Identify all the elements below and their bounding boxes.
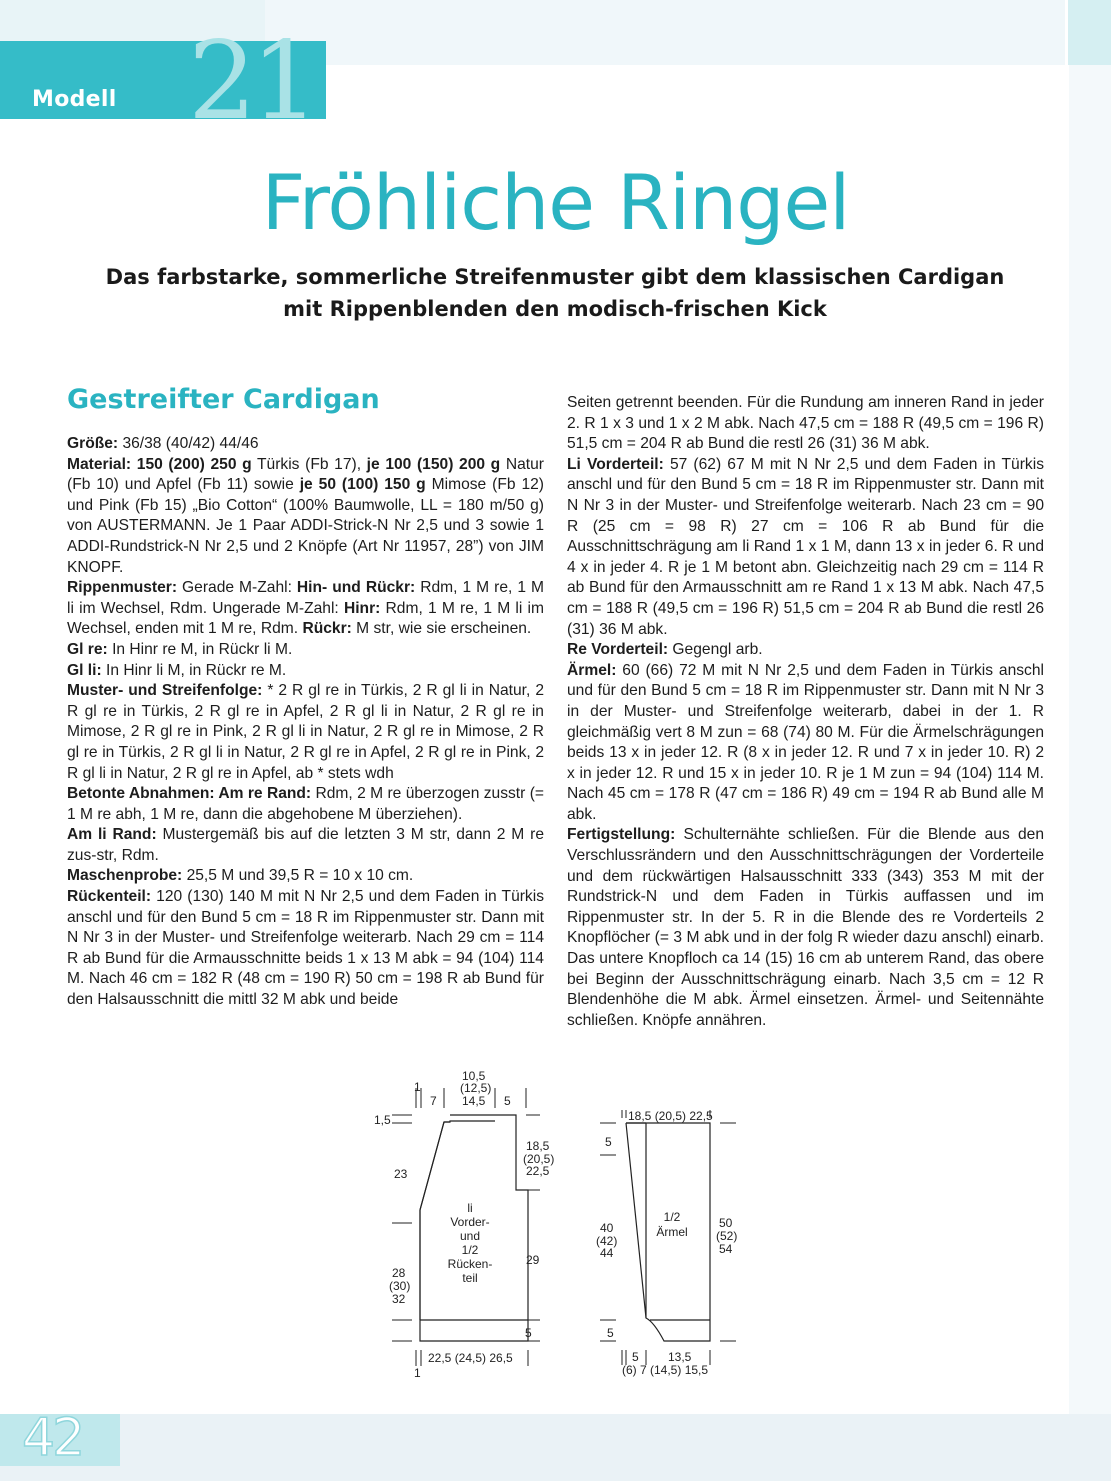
section-title: Gestreifter Cardigan [67,384,380,415]
paragraph-label: Hin- und Rückr: [296,579,416,597]
paragraph-text: In Hinr li M, in Rückr re M. [101,661,287,679]
dim-label: 5 [504,1094,511,1108]
paragraph-label: Maschenprobe: [67,867,183,885]
dim-label: 1,5 [374,1113,391,1127]
dim-label: 29 [526,1253,540,1267]
dim-label: 5 [525,1326,532,1340]
text-column-right [567,393,1044,1031]
dim-label: 40 [600,1221,614,1235]
dim-label: 5 [607,1326,614,1340]
paragraph-text: Natur (Fb 10) und Apfel (Fb 11) sowie [67,455,544,494]
right-margin-strip [1069,65,1111,1415]
paragraph-text: In Hinr re M, in Rückr li M. [107,640,293,658]
paragraph [67,866,544,887]
paragraph-text: Gegengl arb. [668,641,763,659]
paragraph [67,434,544,455]
dim-label: 5 [605,1135,612,1149]
paragraph-text: 120 (130) 140 M mit N Nr 2,5 und dem Faden in Türkis anschl und für den Bund 5 cm = 18 R im Rippenmuster str. Dann mit N Nr 3 in der Muster- und Streifenfolge weiterarb. Nach 29 cm = 114 R ab Bund für die Armausschnitte beids 1 x 13 M abk = 94 (104) 114 M. Nach 46 cm = 182 R (48 cm = 190 R) 50 cm = 198 R ab Bund für den Halsausschnitt die mittl 32 M abk und beide [67,888,544,1009]
dim-label: 10,5 [462,1069,486,1083]
paragraph-label: Gl re: [67,640,108,658]
subtitle [60,261,1050,325]
sleeve-label [656,1210,687,1239]
paragraph-text: 25,5 M und 39,5 R = 10 x 10 cm. [182,867,414,885]
paragraph-text: Mimose (Fb 12) und Pink (Fb 15) „Bio Cotton“ (100% Baumwolle, LL = 180 m/50 g) von AUSTERMANN. Je 1 Paar ADDI-Strick-N Nr 2,5 und 3 sowie 1 ADDI-Rundstrick-N Nr 2,5 und 2 Knöpfe (Art Nr 11957, 28”) von JIM KNOPF. [67,476,544,576]
paragraph-text: Seiten getrennt beenden. Für die Rundung am inneren Rand in jeder 2. R 1 x 3 und 1 x 2 M abk. Nach 47,5 cm = 188 R (49,5 cm = 196 R) 51,5 cm = 204 R ab Bund die restl 26 (31) 36 M abk. [567,394,1044,453]
paragraph-label: je 100 (150) 200 g [366,455,501,473]
paragraph-text: 57 (62) 67 M mit N Nr 2,5 und dem Faden in Türkis anschl und für den Bund 5 cm = 18 R im Rippenmuster str. Dann mit N Nr 3 in der Muster- und Streifenfolge weiterarb. Nach 23 cm = 90 R (25 cm = 98 R) 27 cm = 106 R ab Bund für die Ausschnittschrägung am li Rand 1 x 1 M, dann 13 x in jeder 6. R und 4 x in jeder 4. R je 1 M betont abn. Gleichzeitig nach 29 cm = 114 R ab Bund für den Armausschnitt am re Rand 1 x 13 M abk. Nach 47,5 cm = 188 R (49,5 cm = 196 R) 51,5 cm = 204 R ab Bund die restl 26 (31) 36 M abk. [567,455,1044,638]
piece-label-line: 1/2 [461,1243,479,1257]
paragraph-text: Rdm, 2 M re überzogen zusstr (= 1 M re abh, 1 M re, dann die abgehobene M überziehen). [67,785,544,823]
paragraph-text: Mustergemäß bis auf die letzten 3 M str, dann 2 M re zus-str, Rdm. [67,826,544,864]
paragraph-label: Hinr: [343,599,381,617]
dim-label: 54 [719,1242,733,1256]
paragraph-label: Material: 150 (200) 250 g [67,455,252,473]
paragraph-label: Größe: [67,435,119,452]
paragraph-label: Fertigstellung: [567,826,676,844]
paragraph-label: Re Vorderteil: [567,641,669,659]
dim-label: 28 [392,1266,406,1280]
dim-label: 1 [414,1366,421,1380]
dim-label: 32 [392,1292,406,1306]
text-column-left [67,434,544,1011]
paragraph-label: Gl li: [67,661,102,679]
dim-label: 14,5 [462,1094,486,1108]
paragraph-label: Am li Rand: [67,826,157,844]
paragraph-text: Rdm, 1 M re, 1 M li im Wechsel, Rdm. Ungerade M-Zahl: [67,579,545,617]
paragraph [567,825,1044,1031]
sleeve-slope [626,1123,646,1318]
dim-label: 44 [600,1246,614,1260]
dim-label: (12,5) [460,1081,492,1095]
piece-label-line: teil [462,1271,478,1285]
paragraph-text: 36/38 (40/42) 44/46 [118,435,259,452]
piece-label-line: und [459,1229,481,1243]
dim-label: (6) 7 (14,5) 15,5 [622,1363,709,1377]
paragraph-label: Rückr: [302,620,352,638]
paragraph [67,455,544,579]
piece-label-line: 1/2 [663,1210,681,1224]
piece-label-line: Vorder- [450,1215,490,1229]
dim-label: 5 [632,1350,639,1364]
dim-label: 22,5 [526,1164,550,1178]
paragraph-text: Schulternähte schließen. Für die Blende aus den Verschlussrändern und den Ausschnittschrägungen der Vorderteile und dem rückwärtigen Halsausschnitt 333 (343) 353 M mit der Rundstrick-N und dem Faden in Türkis auffassen und im Rippenmuster str. In der 5. R in die Blende des re Vorderteils 2 Knopflöcher (= 3 M abk und in der folg R wieder dazu anschl) einarb. Das untere Knopfloch ca 14 (15) 16 cm ab unterem Rand, das obere bei Beginn der Ausschnittschrägung einarb. Nach 3,5 cm = 12 R Blendenhöhe die M abk. Ärmel einsetzen. Ärmel- und Seitennähte schließen. Knöpfe annähren. [567,826,1044,1029]
paragraph [567,455,1044,640]
dim-label: 23 [394,1167,408,1181]
paragraph-text: M str, wie sie erscheinen. [351,620,532,638]
subtitle-line: mit Rippenblenden den modisch-frischen Kick [283,297,827,321]
header-band-segment [1068,0,1111,65]
piece-label-line: Rücken- [447,1257,493,1271]
piece-label-line: Ärmel [656,1225,688,1239]
paragraph-label: Muster- und Streifenfolge: [67,682,263,700]
paragraph-label: Rückenteil: [67,888,152,906]
paragraph-label: Rippenmuster: [67,579,178,597]
paragraph-label: Ärmel: [567,661,617,679]
dim-label: 22,5 (24,5) 26,5 [428,1351,513,1365]
paragraph [567,393,1044,455]
dim-label: 13,5 [668,1350,692,1364]
subtitle-line: Das farbstarke, sommerliche Streifenmuster gibt dem klassischen Cardigan [105,265,1005,289]
paragraph-label: Li Vorderteil: [567,455,664,473]
page-number: 42 [22,1408,83,1468]
dim-label: (20,5) [523,1152,555,1166]
paragraph [67,661,544,682]
dim-label: 18,5 (20,5) 22,5 [628,1109,713,1123]
paragraph [67,578,544,640]
paragraph-text: 60 (66) 72 M mit N Nr 2,5 und dem Faden in Türkis anschl und für den Bund 5 cm = 18 R im Rippenmuster str. Dann mit N Nr 3 in der Muster- und Streifenfolge weiterarb, dabei in der 1. R gleichmäßig vert 8 M zun = 68 (74) 80 M. Für die Ärmelschrägungen beids 13 x in jeder 12. R (8 x in jeder 12. R und 7 x in jeder 10. R) 2 x in jeder 12. R und 15 x in jeder 10. R je 1 M zun = 94 (104) 114 M. Nach 45 cm = 178 R (47 cm = 186 R) 49 cm = 194 R ab Bund alle M abk. [567,661,1044,823]
paragraph [67,784,544,825]
page-title: Fröhliche Ringel [261,158,850,247]
paragraph [567,661,1044,826]
dim-label: (30) [389,1279,411,1293]
paragraph [67,681,544,784]
header-band-segment [265,0,1065,65]
paragraph-label: Betonte Abnahmen: Am re Rand: [67,785,312,803]
paragraph [567,640,1044,661]
dim-label: 50 [719,1216,733,1230]
dim-label: (52) [716,1229,738,1243]
paragraph [67,640,544,661]
piece-label-line: li [467,1201,473,1215]
dim-label: 7 [430,1094,437,1108]
footer-band [0,1414,1111,1481]
dim-label: (42) [596,1234,618,1248]
front-piece-label [448,1201,493,1285]
model-number: 21 [188,19,314,144]
paragraph-text: Gerade M-Zahl: [177,579,297,597]
neck-slope [420,1122,444,1210]
diagram-svg [350,1060,770,1390]
model-label: Modell [32,87,117,112]
dim-label: 18,5 [526,1139,550,1153]
paragraph [67,825,544,866]
dim-label: 1 [414,1080,421,1094]
paragraph-text: Rdm, 1 M re, 1 M li im Wechsel, enden mit 1 M re, Rdm. [67,599,544,638]
paragraph-text: Türkis (Fb 17), [251,455,367,473]
paragraph-label: je 50 (100) 150 g [299,476,426,494]
pattern-diagram [350,1060,770,1390]
paragraph-text: * 2 R gl re in Türkis, 2 R gl li in Natur, 2 R gl re in Türkis, 2 R gl re in Apfel, 2 R gl li in Natur, 2 R gl re in Mimose, 2 R gl re in Pink, 2 R gl li in Natur, 2 R gl re in Mimose, 2 R gl re in Türkis, 2 R gl li in Natur, 2 R gl re in Apfel, 2 R gl re in Pink, 2 R gl li in Natur, 2 R gl re in Apfel, ab * stets wdh [67,682,544,782]
paragraph [67,887,544,1011]
